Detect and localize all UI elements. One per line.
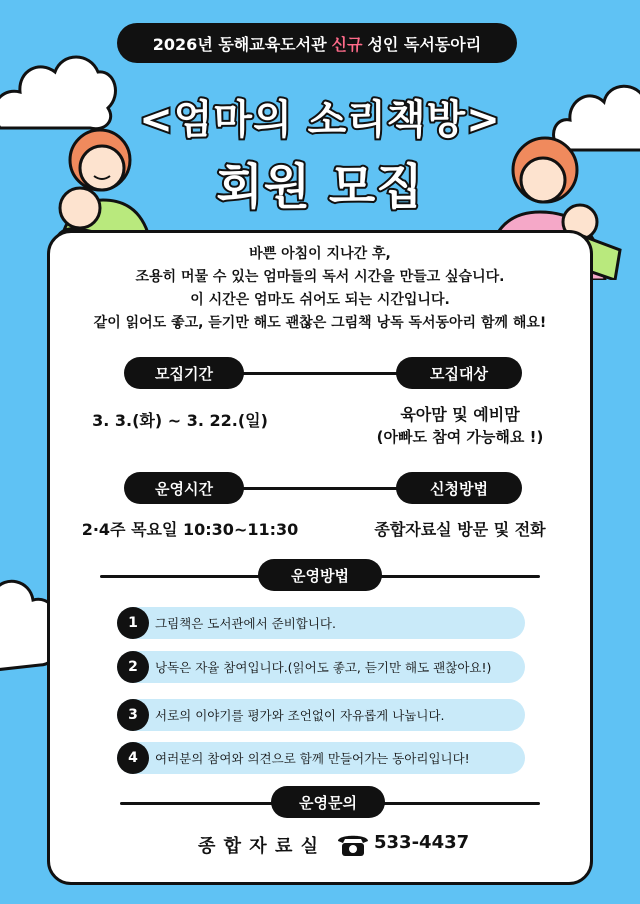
- intro-line: 조용히 머물 수 있는 엄마들의 독서 시간을 만들고 싶습니다.: [135, 269, 505, 285]
- intro-line: 이 시간은 엄마도 쉬어도 되는 시간입니다.: [190, 292, 450, 308]
- intro-text: [60, 243, 580, 335]
- recruit-target-note: (아빠도 참여 가능해요 !): [376, 428, 544, 446]
- recruit-period-value: 3. 3.(화) ~ 3. 22.(일): [92, 411, 268, 430]
- step-number-badge: 4: [117, 742, 149, 774]
- method-step-text: 낭독은 자율 참여입니다.(읽어도 좋고, 듣기만 해도 괜찮아요!): [155, 660, 492, 675]
- telephone-icon: [336, 831, 370, 857]
- step-number-badge: 3: [117, 699, 149, 731]
- recruit-period-label: 모집기간: [124, 357, 244, 389]
- method-step-text: 여러분의 참여와 의견으로 함께 만들어가는 동아리입니다!: [155, 751, 470, 766]
- banner-suffix: 성인 독서동아리: [367, 34, 482, 54]
- contact-label: 운영문의: [271, 786, 385, 818]
- operation-time-label: 운영시간: [124, 472, 244, 504]
- top-banner-pill: [117, 23, 517, 63]
- method-step-text: 서로의 이야기를 평가와 조언없이 자유롭게 나눕니다.: [155, 708, 445, 723]
- apply-method-value: 종합자료실 방문 및 전화: [374, 520, 546, 539]
- sub-title: 회원 모집: [216, 159, 424, 215]
- recruit-target-label: 모집대상: [396, 357, 522, 389]
- operation-method-label: 운영방법: [258, 559, 382, 591]
- step-number-badge: 1: [117, 607, 149, 639]
- intro-line: 같이 읽어도 좋고, 듣기만 해도 괜찮은 그림책 낭독 독서동아리 함께 해요!: [93, 315, 547, 331]
- intro-line: 바쁜 아침이 지나간 후,: [249, 246, 391, 262]
- banner-highlight: 신규: [331, 34, 363, 54]
- method-step: [117, 742, 525, 774]
- operation-time-value: 2·4주 목요일 10:30~11:30: [81, 520, 299, 539]
- contact-department: 종 합 자 료 실: [198, 836, 320, 857]
- method-step: [117, 651, 525, 683]
- apply-method-label: 신청방법: [396, 472, 522, 504]
- contact-phone: 533-4437: [374, 832, 470, 853]
- step-number-badge: 2: [117, 651, 149, 683]
- recruit-target-value: 육아맘 및 예비맘: [400, 405, 520, 424]
- method-step: [117, 607, 525, 639]
- method-step: [117, 699, 525, 731]
- banner-prefix: 2026년 동해교육도서관: [152, 34, 327, 54]
- main-title: <엄마의 소리책방>: [139, 97, 501, 143]
- method-step-text: 그림책은 도서관에서 준비합니다.: [155, 616, 336, 631]
